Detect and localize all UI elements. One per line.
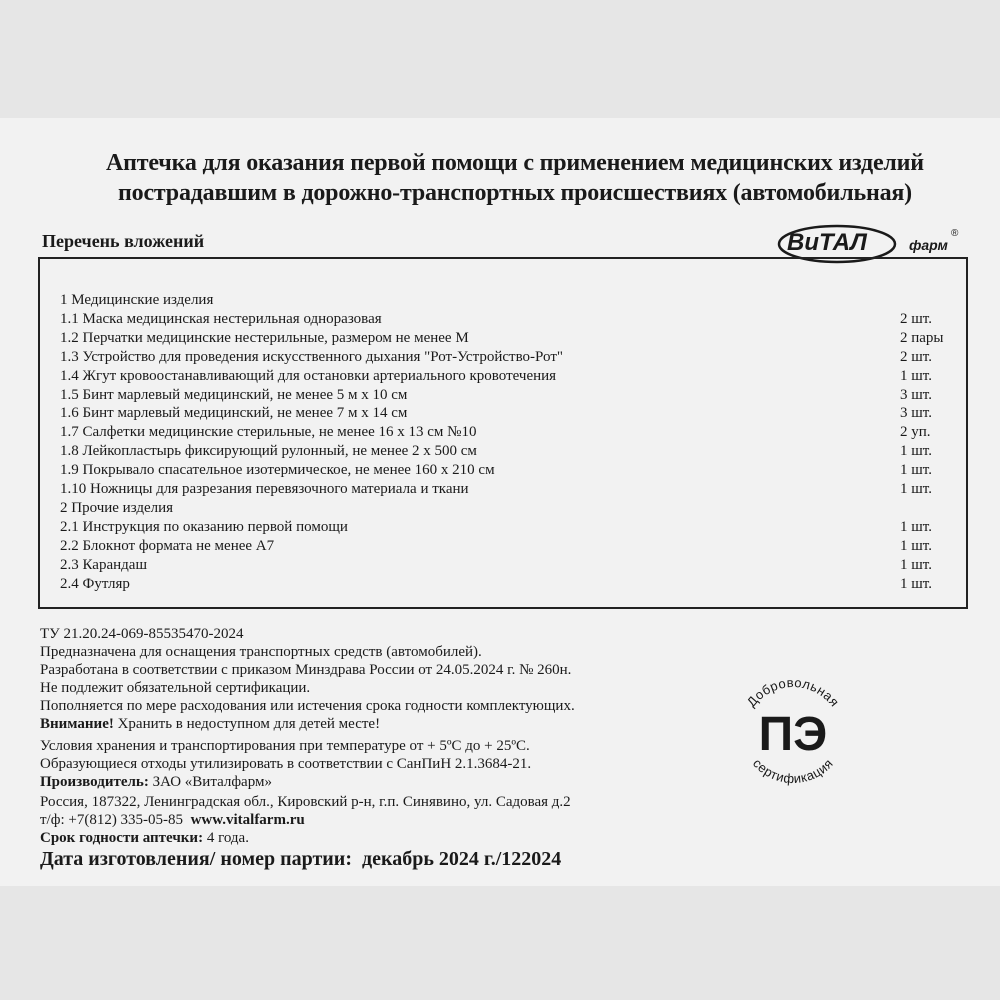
manufacture-date-value: декабрь 2024 г./122024 — [362, 848, 562, 870]
item-name: 2.2 Блокнот формата не менее А7 — [60, 537, 275, 554]
storage-line: Условия хранения и транспортирования при температуре от + 5ºС до + 25ºС. — [40, 738, 530, 754]
list-item — [60, 329, 944, 348]
item-quantity: 2 уп. — [900, 424, 931, 441]
shelf-life-label: Срок годности аптечки: — [40, 830, 204, 846]
manufacturer-name: ЗАО «Виталфарм» — [148, 774, 272, 790]
purpose-line: Предназначена для оснащения транспортных средств (автомобилей). — [40, 644, 482, 660]
item-name: 1.1 Маска медицинская нестерильная одноразовая — [60, 310, 382, 327]
stamp-bottom-text: сертификация — [749, 755, 837, 787]
list-item — [60, 367, 940, 386]
manufacture-date-label: Дата изготовления/ номер партии: — [40, 848, 352, 870]
contacts-line — [40, 811, 305, 829]
logo-main: ТАЛ — [819, 229, 867, 256]
title-line-2: пострадавшим в дорожно-транспортных происшествиях (автомобильная) — [118, 180, 912, 206]
item-quantity: 1 шт. — [900, 575, 932, 592]
phone: т/ф: +7(812) 335-05-85 — [40, 812, 184, 828]
list-item — [60, 423, 940, 442]
item-name: 1.4 Жгут кровоостанавливающий для остановки артериального кровотечения — [60, 367, 557, 384]
waste-line: Образующиеся отходы утилизировать в соответствии с СанПиН 2.1.3684-21. — [40, 756, 532, 772]
item-name: 1.10 Ножницы для разрезания перевязочного материала и ткани — [60, 481, 469, 497]
list-item — [60, 480, 940, 499]
list-item — [60, 386, 940, 405]
item-quantity: 1 шт. — [900, 367, 932, 384]
stamp-top-text: Добровольная — [743, 674, 843, 710]
item-name: 1 Медицинские изделия — [60, 292, 214, 308]
item-quantity: 2 пары — [900, 329, 944, 346]
website: www.vitalfarm.ru — [190, 812, 305, 828]
shelf-life-line — [40, 829, 249, 847]
manufacturer-label: Производитель: — [40, 774, 149, 790]
manufacturer-line — [40, 773, 272, 791]
item-name: 2.3 Карандаш — [60, 556, 147, 573]
item-quantity: 3 шт. — [900, 405, 932, 422]
item-name: 2.1 Инструкция по оказанию первой помощи — [60, 518, 348, 535]
list-item — [60, 518, 940, 537]
svg-text:Добровольная — [744, 675, 843, 710]
stamp-center-letters: ПЭ — [758, 708, 828, 761]
item-quantity: 1 шт. — [900, 443, 932, 460]
logo-suffix: фарм — [909, 237, 948, 253]
list-item — [60, 575, 940, 594]
list-item — [60, 537, 940, 556]
list-item — [60, 404, 940, 423]
item-name: 2 Прочие изделия — [60, 499, 174, 516]
svg-text:ВиТАЛ — [787, 229, 867, 256]
item-name: 1.9 Покрывало спасательное изотермическое, не менее 160 х 210 см — [60, 462, 495, 479]
item-quantity: 1 шт. — [900, 518, 932, 535]
item-quantity: 1 шт. — [900, 481, 932, 497]
list-item — [60, 442, 940, 461]
shelf-life-value: 4 года. — [203, 830, 249, 846]
manufacture-date-line — [40, 848, 561, 871]
tu-line: ТУ 21.20.24-069-85535470-2024 — [40, 626, 244, 642]
item-name: 1.5 Бинт марлевый медицинский, не менее 5 м х 10 см — [60, 386, 408, 403]
item-quantity: 1 шт. — [900, 537, 932, 554]
list-item — [60, 499, 940, 518]
item-quantity: 2 шт. — [900, 348, 932, 365]
contents-heading: Перечень вложений — [42, 231, 205, 251]
item-quantity: 1 шт. — [900, 556, 932, 573]
title-line-1: Аптечка для оказания первой помощи с применением медицинских изделий — [106, 150, 924, 176]
list-item — [60, 348, 940, 367]
list-item — [60, 556, 940, 575]
item-name: 1.6 Бинт марлевый медицинский, не менее 7 м х 14 см — [60, 405, 408, 422]
warning-line — [40, 715, 380, 733]
logo-prefix: Ви — [787, 229, 819, 256]
warning-label: Внимание! — [40, 716, 114, 732]
item-quantity: 3 шт. — [900, 386, 932, 403]
item-name: 1.8 Лейкопластырь фиксирующий рулонный, не менее 2 х 500 см — [60, 443, 477, 460]
item-name: 2.4 Футляр — [60, 575, 130, 592]
list-item — [60, 461, 940, 480]
list-item — [60, 310, 940, 329]
item-quantity: 1 шт. — [900, 462, 932, 479]
item-name: 1.3 Устройство для проведения искусственного дыхания "Рот-Устройство-Рот" — [60, 348, 563, 365]
cert-line: Не подлежит обязательной сертификации. — [40, 680, 311, 696]
voluntary-certification-stamp — [728, 666, 858, 796]
item-name: 1.7 Салфетки медицинские стерильные, не менее 16 х 13 см №10 — [60, 424, 477, 441]
document-title — [20, 148, 1000, 208]
refill-line: Пополняется по мере расходования или истечения срока годности комплектующих. — [40, 698, 575, 714]
list-item — [60, 291, 940, 310]
address-line: Россия, 187322, Ленинградская обл., Кировский р-н, г.п. Синявино, ул. Садовая д.2 — [40, 794, 571, 810]
logo-registered-mark: ® — [951, 228, 959, 239]
developed-line: Разработана в соответствии с приказом Минздрава России от 24.05.2024 г. № 260н. — [40, 662, 572, 678]
item-name: 1.2 Перчатки медицинские нестерильные, размером не менее М — [60, 329, 469, 346]
warning-text: Хранить в недоступном для детей месте! — [113, 716, 381, 732]
item-quantity: 2 шт. — [900, 310, 932, 327]
